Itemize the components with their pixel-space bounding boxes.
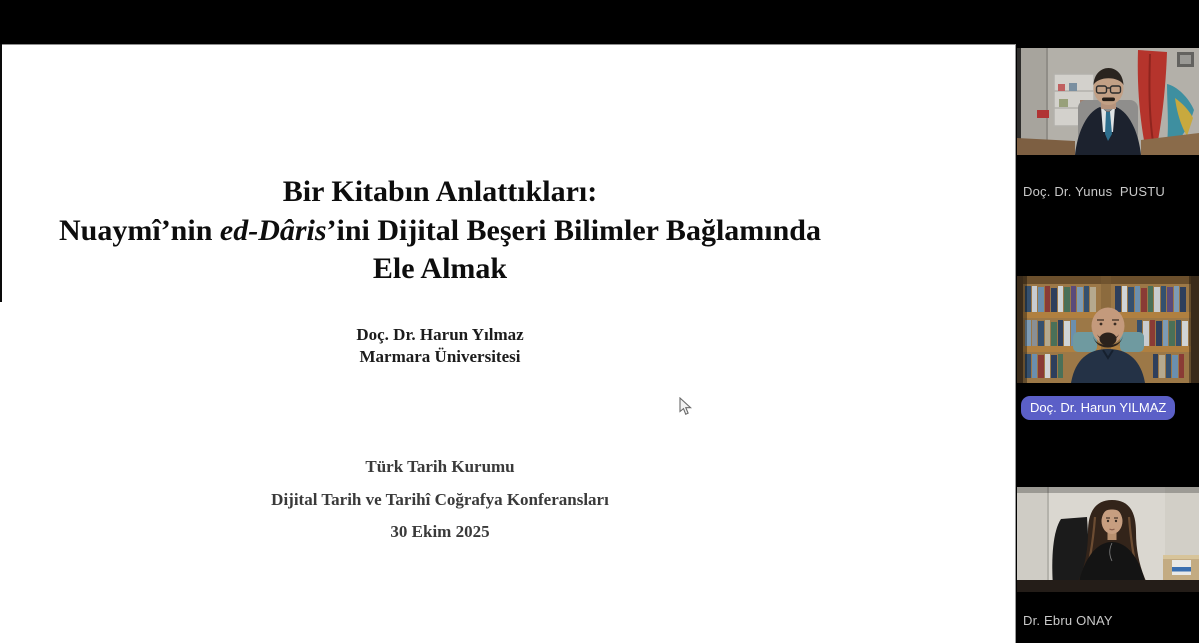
participant-filmstrip [1017, 44, 1199, 643]
slide-title-line1: Bir Kitabın Anlattıkları: [282, 175, 598, 208]
shared-slide [0, 44, 1016, 643]
participant-tile-harun-yilmaz[interactable] [1017, 243, 1199, 443]
slide-title-book-name: ed-Dâris [219, 213, 327, 247]
screen-edge-sliver [0, 44, 2, 302]
participant-name: Dr. Ebru ONAY [1023, 613, 1113, 628]
slide-affiliation: Marmara Üniversitesi [359, 347, 521, 366]
slide-footer-block [0, 451, 880, 549]
participant-name: Doç. Dr. Yunus PUSTU [1023, 184, 1165, 199]
slide-date: 30 Ekim 2025 [390, 522, 490, 541]
slide-conference: Dijital Tarih ve Tarihî Coğrafya Konferansları [271, 489, 609, 509]
participant-video-ebru-onay[interactable] [1017, 487, 1199, 592]
slide-title [0, 173, 880, 289]
participant-tile-yunus-pustu[interactable] [1017, 44, 1199, 243]
participant-video-yunus-pustu[interactable] [1017, 48, 1199, 155]
slide-author: Doç. Dr. Harun Yılmaz [356, 325, 524, 344]
slide-title-line2: Nuaymî’nin ed-Dâris’ini Dijital Beşeri Bilimler Bağlamında [59, 213, 821, 247]
participant-tile-ebru-onay[interactable] [1017, 443, 1199, 643]
slide-author-block [0, 324, 880, 368]
slide-title-line3: Ele Almak [372, 252, 508, 285]
top-letterbox-bar [0, 0, 1199, 43]
participant-name-active: Doç. Dr. Harun YILMAZ [1021, 396, 1175, 420]
slide-org: Türk Tarih Kurumu [365, 457, 515, 476]
mouse-cursor-icon [679, 397, 692, 416]
participant-video-harun-yilmaz[interactable] [1017, 276, 1199, 383]
